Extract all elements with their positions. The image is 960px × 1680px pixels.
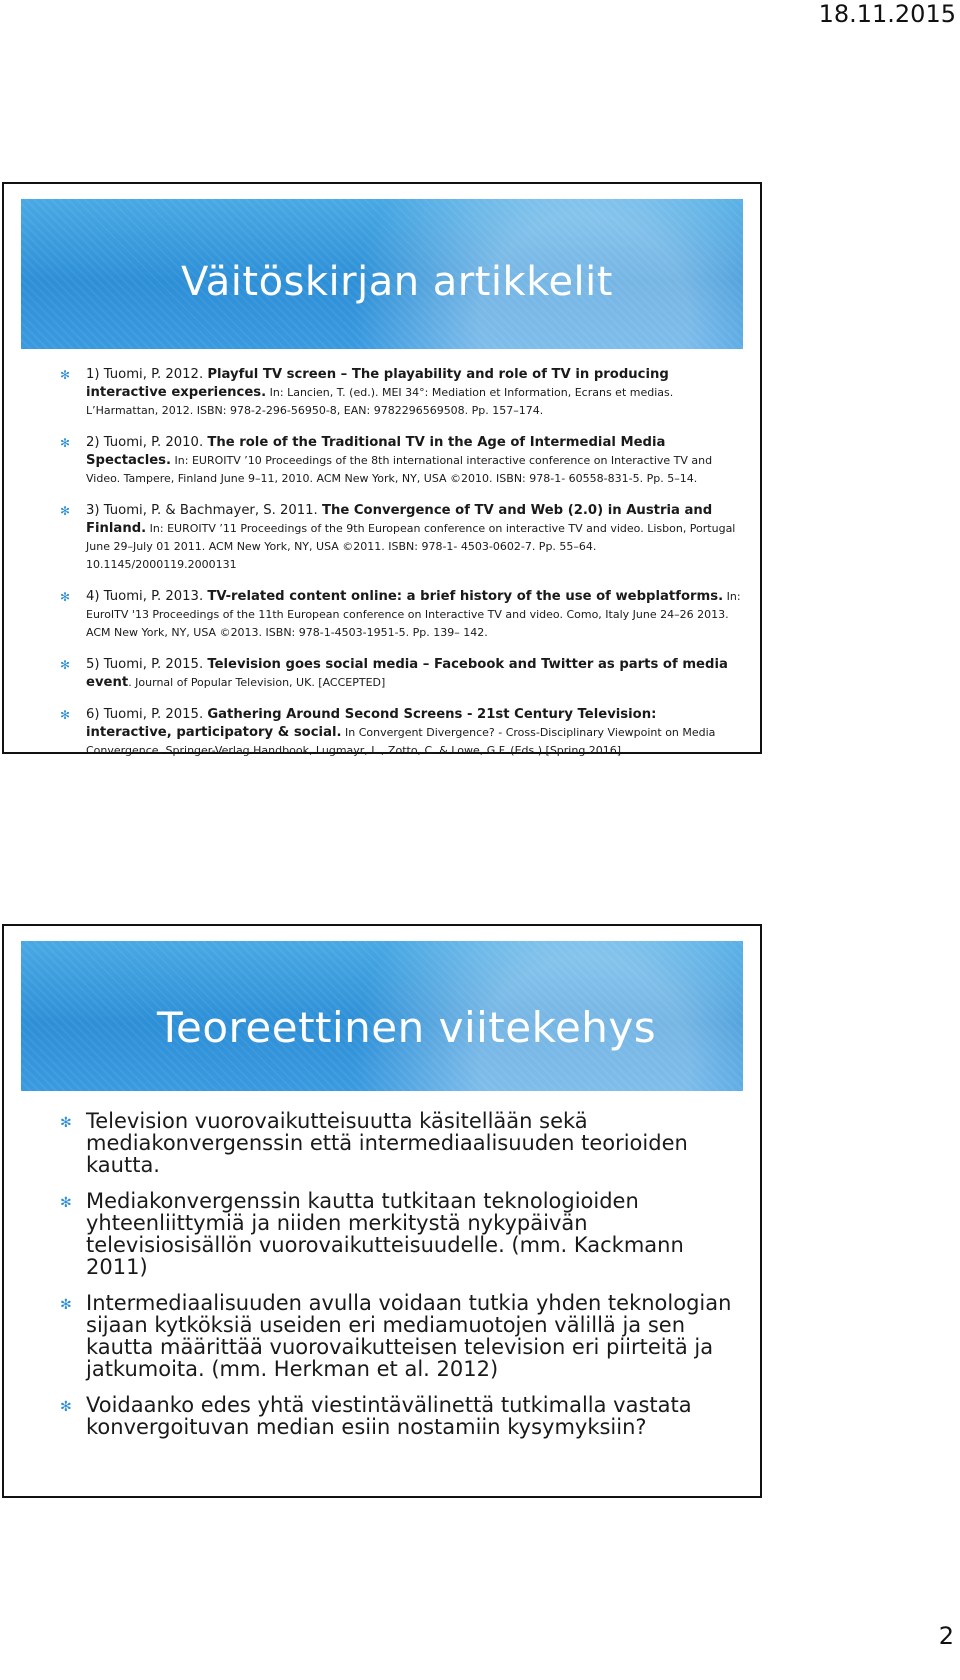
reference-lead: 2) Tuomi, P. 2010. bbox=[86, 435, 208, 450]
reference-lead: 6) Tuomi, P. 2015. bbox=[86, 707, 208, 722]
reference-lead: 1) Tuomi, P. 2012. bbox=[86, 367, 208, 382]
asterisk-bullet-icon: ✻ bbox=[60, 1297, 72, 1313]
asterisk-bullet-icon: ✻ bbox=[60, 504, 71, 518]
bullet-item bbox=[56, 1394, 742, 1438]
slide-title-banner bbox=[21, 941, 743, 1091]
asterisk-bullet-icon: ✻ bbox=[60, 1115, 72, 1131]
bullet-text: Voidaanko edes yhtä viestintävälinettä tutkimalla vastata konvergoituvan median esiin nostamiin kysymyksiin? bbox=[86, 1393, 692, 1439]
reference-details: In: EUROITV ’10 Proceedings of the 8th international interactive conference on Interactive TV and Video. Tampere, Finland June 9–11, 2010. ACM New York, NY, USA ©2010. ISBN: 978-1- 60558-831-5. Pp. 5–14. bbox=[86, 454, 713, 485]
reference-title: TV-related content online: a brief history of the use of webplatforms. bbox=[207, 589, 724, 604]
reference-lead: 4) Tuomi, P. 2013. bbox=[86, 589, 208, 604]
slide-articles bbox=[2, 182, 762, 757]
reference-item bbox=[56, 502, 742, 574]
bullet-item bbox=[56, 1292, 742, 1380]
asterisk-bullet-icon: ✻ bbox=[60, 1399, 72, 1415]
reference-details: In: EUROITV ’11 Proceedings of the 9th European conference on interactive TV and video. Lisbon, Portugal June 29–July 01 2011. ACM New York, NY, USA ©2011. ISBN: 978-1- 4503-0602-7. Pp. 55–64. 10.1145/2000119.2000131 bbox=[86, 522, 736, 571]
asterisk-bullet-icon: ✻ bbox=[60, 658, 71, 672]
reference-lead: 5) Tuomi, P. 2015. bbox=[86, 657, 208, 672]
bullet-list bbox=[56, 1110, 742, 1452]
bullet-text: Intermediaalisuuden avulla voidaan tutkia yhden teknologian sijaan kytköksiä useiden eri mediamuotojen välillä ja sen kautta määrittää vuorovaikutteisen television eri piirteitä ja jatkumoita. (mm. Herkman et al. 2012) bbox=[86, 1291, 732, 1381]
reference-item bbox=[56, 656, 742, 692]
reference-title: Playful TV screen – The playability and role of TV in producing interactive experiences. bbox=[86, 367, 669, 400]
reference-details: In Convergent Divergence? - Cross-Disciplinary Viewpoint on Media Convergence. Springer-Verlag Handbook, Lugmayr, L., Zotto, C. & Lowe, G.F. (Eds.) [Spring 2016] bbox=[86, 726, 716, 757]
asterisk-bullet-icon: ✻ bbox=[60, 436, 71, 450]
reference-item bbox=[56, 706, 742, 760]
asterisk-bullet-icon: ✻ bbox=[60, 1195, 72, 1211]
reference-title: The Convergence of TV and Web (2.0) in Austria and Finland. bbox=[86, 503, 713, 536]
bullet-text: Mediakonvergenssin kautta tutkitaan teknologioiden yhteenliittymiä ja niiden merkitystä nykypäivän televisiosisällön vuorovaikutteisuudelle. (mm. Kackmann 2011) bbox=[86, 1189, 684, 1279]
reference-title: The role of the Traditional TV in the Age of Intermedial Media Spectacles. bbox=[86, 435, 666, 468]
reference-details: In: EuroITV '13 Proceedings of the 11th European conference on Interactive TV and video. Como, Italy June 24–26 2013. ACM New York, NY, USA ©2013. ISBN: 978-1-4503-1951-5. Pp. 139– 142. bbox=[86, 590, 741, 639]
reference-list bbox=[56, 366, 742, 774]
reference-item bbox=[56, 366, 742, 420]
bullet-item bbox=[56, 1190, 742, 1278]
slide-title: Väitöskirjan artikkelit bbox=[181, 259, 613, 305]
asterisk-bullet-icon: ✻ bbox=[60, 708, 71, 722]
bullet-text: Television vuorovaikutteisuutta käsitellään sekä mediakonvergenssin että intermediaalisuuden teorioiden kautta. bbox=[86, 1109, 688, 1177]
asterisk-bullet-icon: ✻ bbox=[60, 368, 71, 382]
bullet-item bbox=[56, 1110, 742, 1176]
asterisk-bullet-icon: ✻ bbox=[60, 590, 71, 604]
reference-item bbox=[56, 588, 742, 642]
reference-lead: 3) Tuomi, P. & Bachmayer, S. 2011. bbox=[86, 503, 322, 518]
date-header: 18.11.2015 bbox=[818, 0, 956, 28]
reference-title: Gathering Around Second Screens - 21st Century Television: interactive, participatory & social. bbox=[86, 707, 657, 740]
slide-title: Teoreettinen viitekehys bbox=[157, 1003, 657, 1052]
reference-details: . Journal of Popular Television, UK. [ACCEPTED] bbox=[128, 676, 386, 689]
page-number: 2 bbox=[938, 1622, 954, 1650]
reference-title: Television goes social media – Facebook and Twitter as parts of media event bbox=[86, 657, 728, 690]
slide-theoretical-framework bbox=[2, 924, 762, 1498]
slide-title-banner bbox=[21, 199, 743, 349]
reference-item bbox=[56, 434, 742, 488]
reference-details: In: Lancien, T. (ed.). MEI 34°: Mediation et Information, Ecrans et medias. L’Harmattan, 2012. ISBN: 978-2-296-56950-8, EAN: 9782296569508. Pp. 157–174. bbox=[86, 386, 674, 417]
